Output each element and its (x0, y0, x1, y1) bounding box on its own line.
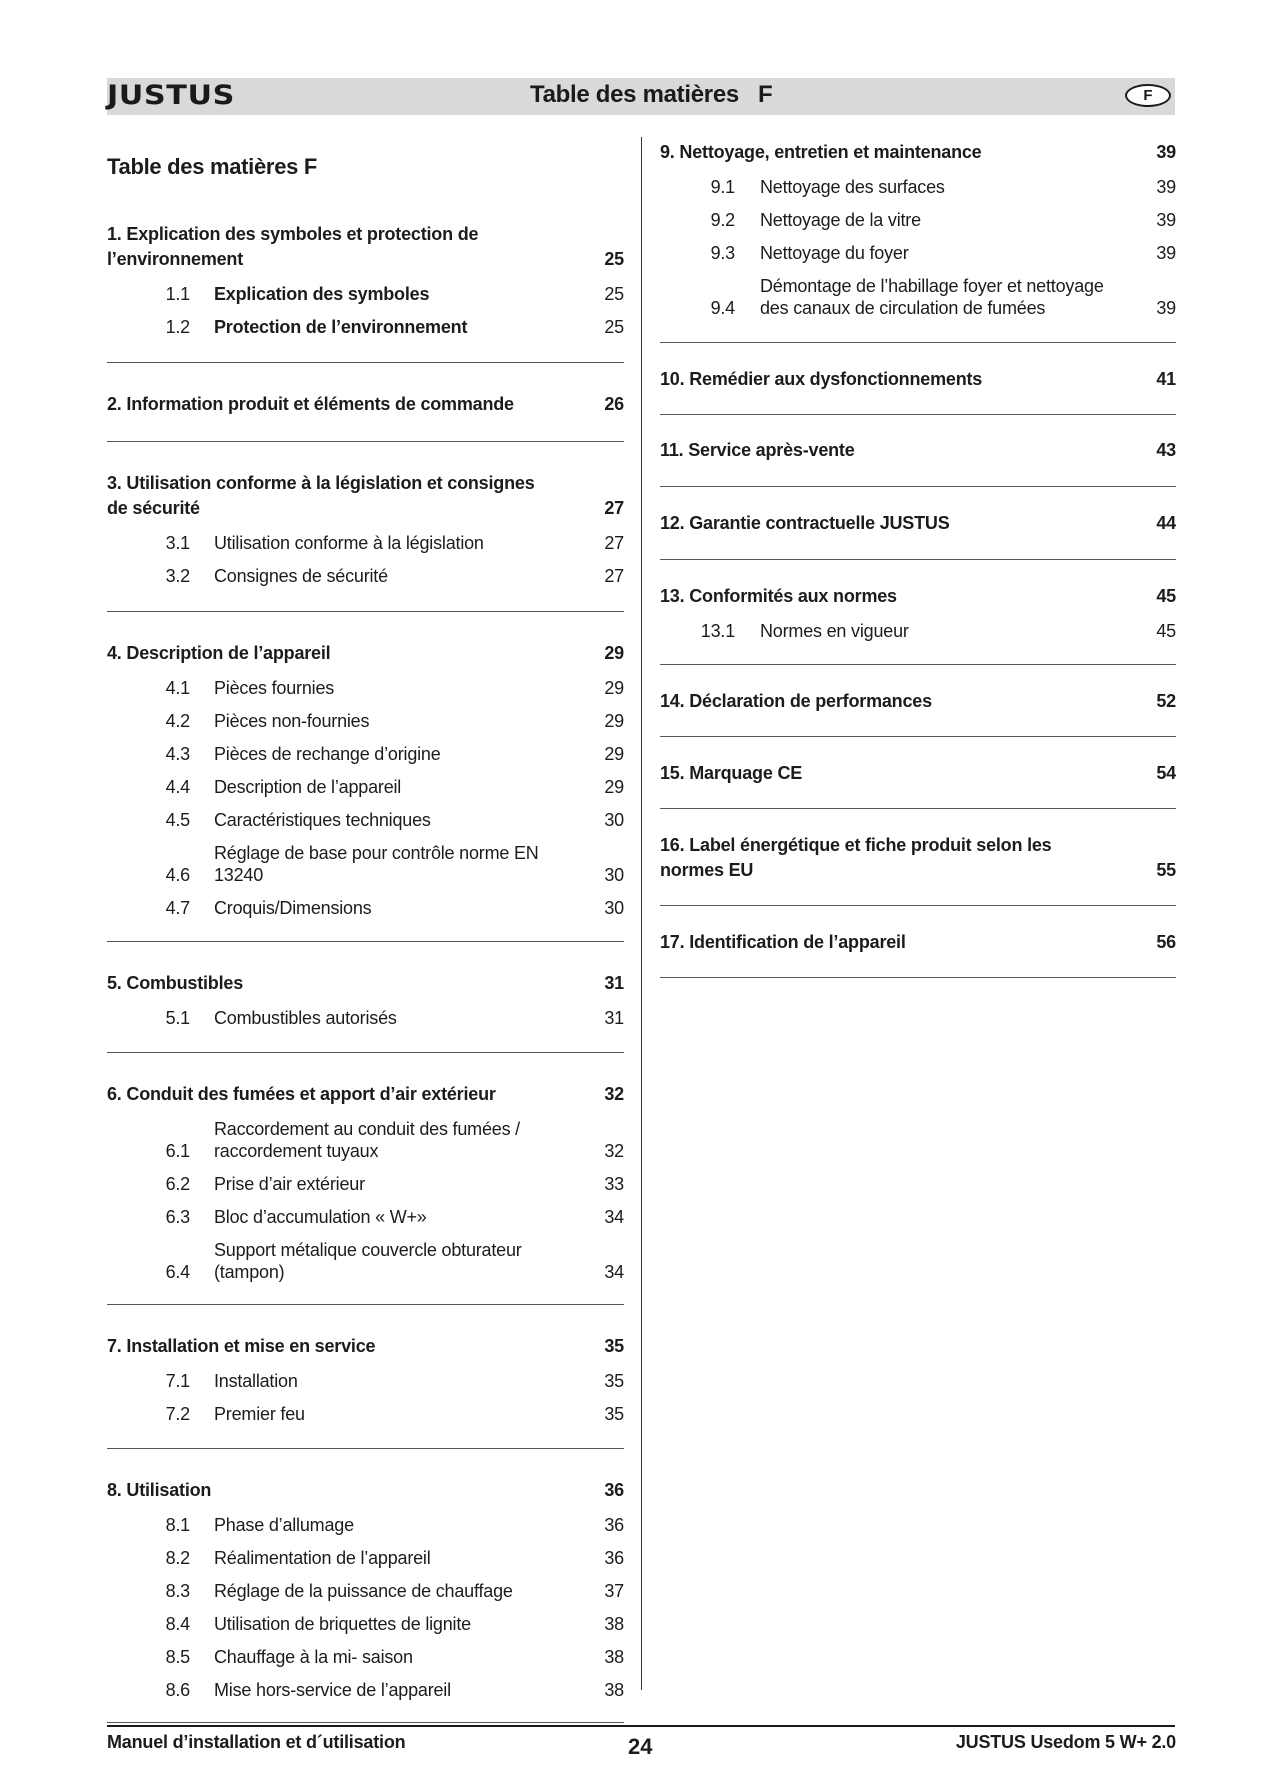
toc-subentry[interactable] (660, 620, 1176, 642)
toc-subentry-number: 4.1 (165, 678, 190, 698)
toc-subentry[interactable] (107, 710, 624, 732)
toc-subentry-page: 31 (604, 1008, 624, 1028)
toc-subentry-number: 5.1 (165, 1008, 190, 1028)
toc-subentry[interactable] (107, 565, 624, 587)
toc-entry-title: 17. Identification de l’appareil (660, 932, 906, 952)
toc-entry-page: 39 (1156, 142, 1176, 162)
toc-subentry-page: 38 (604, 1614, 624, 1634)
toc-entry-title: 14. Déclaration de performances (660, 691, 932, 711)
toc-subentry[interactable] (107, 1646, 624, 1668)
toc-entry[interactable] (660, 761, 1176, 786)
toc-subentry-title: Premier feu (214, 1404, 305, 1424)
toc-subentry-page: 33 (604, 1174, 624, 1194)
header-title: Table des matières F (530, 81, 773, 108)
toc-subentry-page: 39 (1156, 298, 1176, 318)
toc-subentry-page: 36 (604, 1515, 624, 1535)
toc-subentry-title: Bloc d’accumulation « W+» (214, 1207, 427, 1227)
toc-subentry[interactable] (107, 897, 624, 919)
toc-subentry-number: 6.4 (165, 1262, 190, 1282)
toc-subentry[interactable] (660, 209, 1176, 231)
toc-entry[interactable] (660, 930, 1176, 955)
toc-entry[interactable] (107, 1082, 624, 1107)
toc-entry-title: 10. Remédier aux dysfonctionnements (660, 369, 983, 389)
column-divider (641, 137, 642, 1690)
toc-subentry-number: 4.7 (165, 898, 190, 918)
toc-entry[interactable] (660, 833, 1176, 883)
toc-section (107, 363, 624, 442)
toc-entry[interactable] (660, 438, 1176, 463)
toc-subentry-number: 8.2 (165, 1548, 190, 1568)
toc-subentry[interactable] (107, 842, 624, 886)
toc-section (107, 942, 624, 1053)
toc-subentry-title: Utilisation de briquettes de lignite (214, 1614, 471, 1634)
toc-subentry-page: 29 (604, 777, 624, 797)
toc-subentry-page: 29 (604, 744, 624, 764)
footer-divider (107, 1725, 1175, 1727)
toc-subentry[interactable] (660, 242, 1176, 264)
toc-entry-page: 54 (1156, 763, 1176, 783)
toc-title: Table des matières F (107, 154, 318, 179)
toc-entry[interactable] (107, 1478, 624, 1503)
toc-subentry-number: 3.1 (165, 533, 190, 553)
toc-entry-page: 56 (1156, 932, 1176, 952)
toc-entry-title: 4. Description de l’appareil (107, 643, 331, 663)
toc-entry[interactable] (660, 140, 1176, 165)
toc-section (660, 560, 1176, 665)
toc-subentry-title: Mise hors-service de l’appareil (214, 1680, 451, 1700)
toc-subentry-number: 8.1 (165, 1515, 190, 1535)
toc-subentry-number: 7.2 (165, 1404, 190, 1424)
toc-subentry-page: 27 (604, 533, 624, 553)
toc-entry[interactable] (660, 511, 1176, 536)
toc-section (107, 1449, 624, 1723)
toc-entry[interactable] (660, 367, 1176, 392)
toc-section (660, 809, 1176, 906)
toc-subentry-title: Pièces fournies (214, 678, 335, 698)
toc-section (107, 442, 624, 612)
toc-subentry-title: Installation (214, 1371, 298, 1391)
toc-left-column (107, 140, 624, 1723)
toc-subentry[interactable] (107, 316, 624, 338)
toc-section (660, 487, 1176, 560)
toc-entry-title: 3. Utilisation conforme à la législation et consignes de sécurité (107, 473, 535, 518)
toc-subentry-number: 9.1 (710, 177, 735, 197)
toc-subentry[interactable] (107, 809, 624, 831)
toc-subentry-page: 34 (604, 1207, 624, 1227)
toc-subentry-page: 25 (604, 317, 624, 337)
toc-subentry-page: 27 (604, 566, 624, 586)
toc-entry-title: 5. Combustibles (107, 973, 244, 993)
toc-entry-title: 6. Conduit des fumées et apport d’air extérieur (107, 1084, 496, 1104)
toc-subentry[interactable] (107, 1514, 624, 1536)
toc-subentry-number: 4.4 (165, 777, 190, 797)
toc-entry[interactable] (107, 641, 624, 666)
toc-subentry-title: Pièces de rechange d’origine (214, 744, 441, 764)
toc-subentry-page: 35 (604, 1371, 624, 1391)
toc-subentry-page: 29 (604, 711, 624, 731)
toc-subentry-number: 3.2 (165, 566, 190, 586)
toc-subentry-page: 32 (604, 1141, 624, 1161)
toc-subentry-number: 1.2 (165, 317, 190, 337)
toc-subentry-title: Pièces non-fournies (214, 711, 370, 731)
toc-entry-page: 31 (604, 973, 624, 993)
toc-subentry-title: Combustibles autorisés (214, 1008, 397, 1028)
toc-subentry-number: 9.4 (710, 298, 735, 318)
toc-subentry-title: Nettoyage de la vitre (760, 210, 921, 230)
toc-subentry-number: 6.2 (165, 1174, 190, 1194)
toc-entry-title: 11. Service après-vente (660, 440, 855, 460)
toc-subentry-number: 4.5 (165, 810, 190, 830)
toc-section (660, 415, 1176, 487)
toc-subentry-number: 13.1 (700, 621, 735, 641)
toc-subentry-title: Caractéristiques techniques (214, 810, 431, 830)
brand-logo: JUSTUS (107, 80, 235, 111)
toc-entry-page: 45 (1156, 586, 1176, 606)
toc-subentry-page: 38 (604, 1647, 624, 1667)
toc-section (660, 343, 1176, 415)
toc-subentry-title: Explication des symboles (214, 284, 430, 304)
toc-entry[interactable] (107, 222, 624, 272)
toc-subentry[interactable] (107, 776, 624, 798)
footer-product-name: JUSTUS Usedom 5 W+ 2.0 (955, 1732, 1176, 1752)
toc-subentry-number: 8.3 (165, 1581, 190, 1601)
toc-entry-title: 13. Conformités aux normes (660, 586, 897, 606)
toc-subentry-title: Prise d’air extérieur (214, 1174, 365, 1194)
language-badge: F (1125, 84, 1171, 107)
toc-section (660, 737, 1176, 809)
toc-subentry-title: Réglage de base pour contrôle norme EN 13240 (214, 843, 539, 885)
toc-subentry-number: 8.6 (165, 1680, 190, 1700)
toc-subentry-page: 30 (604, 810, 624, 830)
toc-entry-page: 35 (604, 1336, 624, 1356)
toc-subentry-page: 39 (1156, 243, 1176, 263)
toc-subentry-title: Description de l’appareil (214, 777, 402, 797)
toc-entry-page: 43 (1156, 440, 1176, 460)
toc-entry-title: 7. Installation et mise en service (107, 1336, 376, 1356)
toc-section (660, 906, 1176, 978)
toc-entry-title: 1. Explication des symboles et protection de l’environnement (107, 224, 479, 269)
toc-entry-title: 9. Nettoyage, entretien et maintenance (660, 142, 982, 162)
toc-subentry-number: 7.1 (165, 1371, 190, 1391)
toc-entry-page: 25 (604, 249, 624, 269)
toc-subentry-title: Phase d’allumage (214, 1515, 354, 1535)
toc-right-column (660, 140, 1176, 978)
toc-entry[interactable] (660, 689, 1176, 714)
toc-subentry-title: Réalimentation de l’appareil (214, 1548, 431, 1568)
toc-subentry[interactable] (107, 1206, 624, 1228)
toc-subentry[interactable] (107, 1403, 624, 1425)
toc-subentry-title: Nettoyage du foyer (760, 243, 909, 263)
toc-subentry-number: 9.2 (710, 210, 735, 230)
toc-entry-page: 55 (1156, 860, 1176, 880)
toc-subentry-page: 36 (604, 1548, 624, 1568)
toc-entry[interactable] (660, 584, 1176, 609)
toc-subentry-number: 1.1 (165, 284, 190, 304)
toc-entry-page: 32 (604, 1084, 624, 1104)
toc-entry[interactable] (107, 971, 624, 996)
toc-entry-title: 15. Marquage CE (660, 763, 803, 783)
toc-subentry-page: 30 (604, 898, 624, 918)
toc-entry[interactable] (107, 1334, 624, 1359)
toc-subentry[interactable] (107, 532, 624, 554)
toc-subentry-page: 38 (604, 1680, 624, 1700)
toc-subentry-title: Protection de l’environnement (214, 317, 468, 337)
toc-subentry-title: Utilisation conforme à la législation (214, 533, 484, 553)
toc-subentry-title: Croquis/Dimensions (214, 898, 372, 918)
toc-subentry-title: Réglage de la puissance de chauffage (214, 1581, 513, 1601)
toc-subentry-title: Normes en vigueur (760, 621, 909, 641)
toc-subentry-page: 45 (1156, 621, 1176, 641)
toc-subentry-page: 35 (604, 1404, 624, 1424)
toc-subentry-page: 30 (604, 865, 624, 885)
footer-manual-title: Manuel d’installation et d´utilisation (107, 1732, 406, 1752)
toc-subentry-title: Support métalique couvercle obturateur (tampon) (214, 1240, 522, 1282)
toc-entry-page: 44 (1156, 513, 1176, 533)
toc-entry-page: 26 (604, 394, 624, 414)
toc-subentry[interactable] (660, 176, 1176, 198)
toc-subentry-number: 8.5 (165, 1647, 190, 1667)
toc-subentry-number: 9.3 (710, 243, 735, 263)
page-number: 24 (628, 1734, 653, 1759)
toc-entry-page: 41 (1156, 369, 1176, 389)
toc-subentry-number: 8.4 (165, 1614, 190, 1634)
toc-subentry-page: 37 (604, 1581, 624, 1601)
toc-section (660, 665, 1176, 737)
toc-subentry[interactable] (107, 1239, 624, 1283)
toc-subentry[interactable] (107, 283, 624, 305)
toc-subentry[interactable] (107, 743, 624, 765)
toc-entry[interactable] (107, 392, 624, 417)
toc-entry-page: 36 (604, 1480, 624, 1500)
toc-entry-page: 52 (1156, 691, 1176, 711)
toc-subentry-number: 4.2 (165, 711, 190, 731)
toc-subentry-title: Chauffage à la mi- saison (214, 1647, 413, 1667)
toc-section (107, 612, 624, 942)
toc-subentry-page: 39 (1156, 177, 1176, 197)
toc-entry-title: 2. Information produit et éléments de commande (107, 394, 514, 414)
toc-subentry[interactable] (107, 1370, 624, 1392)
toc-subentry-page: 39 (1156, 210, 1176, 230)
toc-entry-title: 16. Label énergétique et fiche produit selon les normes EU (660, 835, 1052, 880)
toc-section (660, 140, 1176, 343)
header-bar (107, 78, 1175, 115)
toc-entry-title: 8. Utilisation (107, 1480, 212, 1500)
toc-entry-title: 12. Garantie contractuelle JUSTUS (660, 513, 950, 533)
toc-section (107, 1305, 624, 1449)
toc-subentry-number: 4.6 (165, 865, 190, 885)
toc-subentry-page: 29 (604, 678, 624, 698)
toc-subentry[interactable] (107, 1007, 624, 1029)
toc-subentry-title: Consignes de sécurité (214, 566, 388, 586)
toc-entry[interactable] (107, 471, 624, 521)
toc-entry-page: 29 (604, 643, 624, 663)
toc-subentry[interactable] (107, 1173, 624, 1195)
toc-subentry[interactable] (107, 677, 624, 699)
toc-subentry[interactable] (107, 1118, 624, 1162)
toc-subentry[interactable] (660, 275, 1176, 319)
toc-section (107, 182, 624, 363)
toc-subentry[interactable] (107, 1679, 624, 1701)
toc-subentry-number: 6.1 (165, 1141, 190, 1161)
toc-subentry[interactable] (107, 1613, 624, 1635)
toc-subentry-page: 34 (604, 1262, 624, 1282)
toc-section (107, 1053, 624, 1305)
toc-subentry[interactable] (107, 1547, 624, 1569)
toc-subentry-title: Nettoyage des surfaces (760, 177, 945, 197)
toc-subentry-title: Démontage de l’habillage foyer et nettoyage des canaux de circulation de fumées (760, 276, 1104, 318)
toc-entry-page: 27 (604, 498, 624, 518)
toc-subentry-title: Raccordement au conduit des fumées / raccordement tuyaux (214, 1119, 520, 1161)
toc-subentry-number: 6.3 (165, 1207, 190, 1227)
toc-subentry-page: 25 (604, 284, 624, 304)
toc-subentry-number: 4.3 (165, 744, 190, 764)
toc-subentry[interactable] (107, 1580, 624, 1602)
